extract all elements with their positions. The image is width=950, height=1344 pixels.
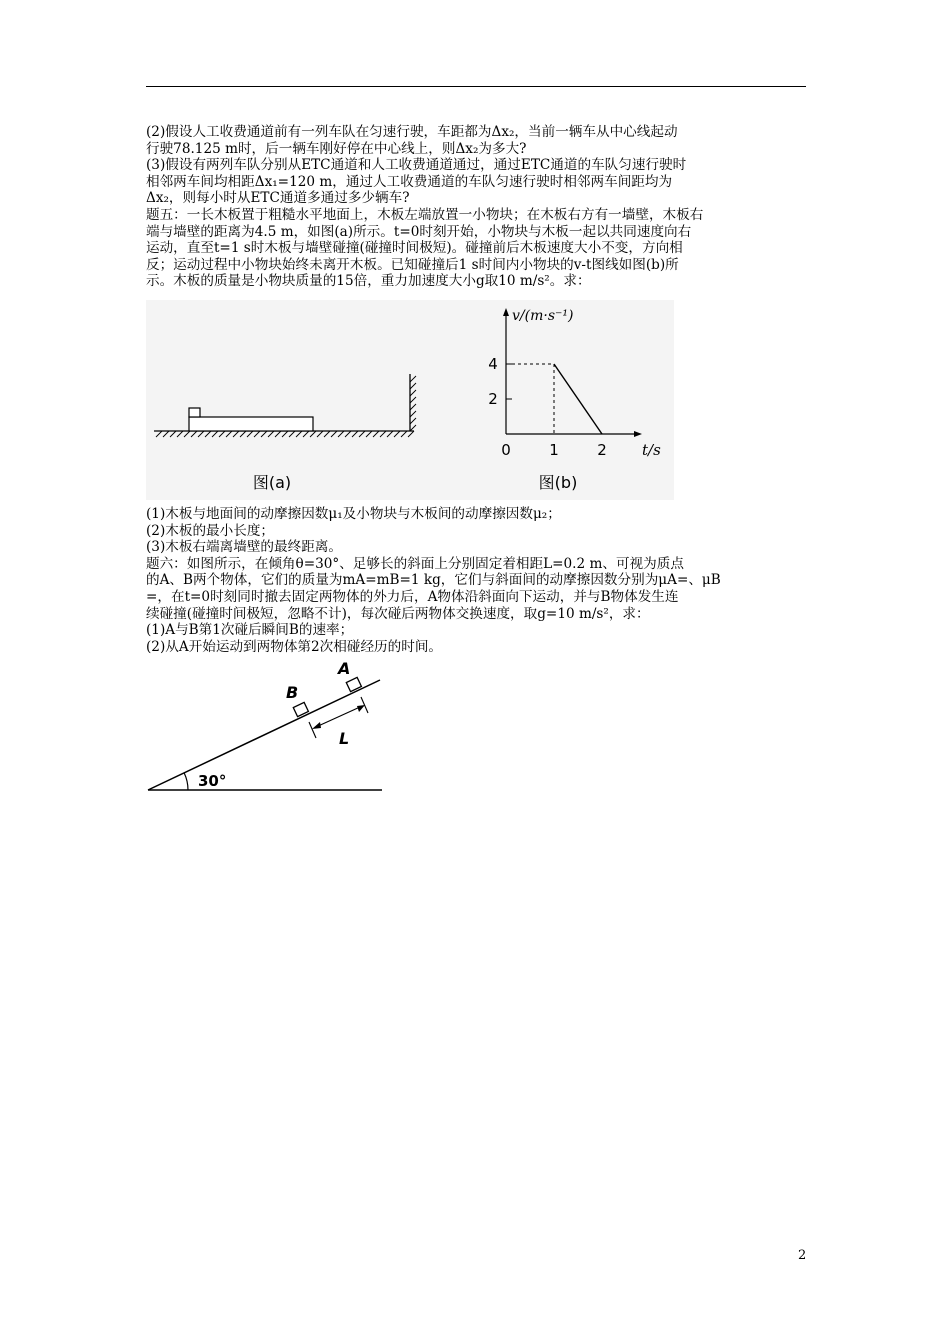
caption-a: 图(a) [252,473,292,492]
label-l: L [339,729,350,748]
label-a: A [338,659,351,678]
angle-label: 30° [198,772,227,790]
figure-a-svg [146,300,674,500]
text-line: (1)木板与地面间的动摩擦因数μ₁及小物块与木板间的动摩擦因数μ₂； [146,506,561,522]
problem-text-bottom [146,506,810,655]
x-tick-label: 2 [597,441,607,459]
text-line: 的A、B两个物体，它们的质量为mA=mB=1 kg，它们与斜面间的动摩擦因数分别为μA=、μB [146,572,721,589]
text-line: 行驶78.125 m时，后一辆车刚好停在中心线上，则Δx₂为多大? [146,140,527,157]
text-line: (1)A与B第1次碰后瞬间B的速率； [146,622,354,639]
dimension-tick-b [309,722,316,738]
x-tick-label: 0 [501,441,511,459]
text-line: 反；运动过程中小物块始终未离开木板。已知碰撞后1 s时间内小物块的v-t图线如图(b)所 [146,256,679,273]
text-line: Δx₂，则每小时从ETC通道多通过多少辆车? [146,190,410,207]
text-line: (2)假设人工收费通道前有一列车队在匀速行驶，车距都为Δx₂，当前一辆车从中心线起动 [146,124,678,140]
caption-b: 图(b) [538,473,578,492]
dimension-arrow-right [357,705,365,712]
y-axis-label: v/(m·s⁻¹) [512,308,574,324]
problem-text-top [146,124,810,290]
text-line: 相邻两车间均相距Δx₁=120 m，通过人工收费通道的车队匀速行驶时相邻两车间距均为 [146,173,673,190]
figure-board-and-vt-graph [146,300,674,500]
y-tick-label: 4 [488,355,498,373]
angle-arc [184,773,188,790]
small-block [189,408,200,417]
text-line: (3)木板右端离墙壁的最终距离。 [146,539,342,556]
long-board [189,417,313,431]
vt-graph [488,308,661,459]
text-line: 续碰撞(碰撞时间极短，忽略不计)，每次碰后两物体交换速度，取g=10 m/s²，求： [146,605,650,622]
text-line: 题六：如图所示，在倾角θ=30°、足够长的斜面上分别固定着相距L=0.2 m、可视为质点 [146,555,684,572]
x-axis-label: t/s [642,441,661,459]
wall-hatching [410,376,416,431]
text-line: 示。木板的质量是小物块质量的15倍，重力加速度大小g取10 m/s²。求： [146,273,591,290]
figure-incline [146,656,386,796]
text-line: (2)木板的最小长度； [146,522,275,539]
text-line: 运动，直至t=1 s时木板与墙壁碰撞(碰撞时间极短)。碰撞前后木板速度大小不变，方向相 [146,240,683,257]
incline-svg [146,656,386,796]
header-rule [146,86,806,87]
y-tick-label: 2 [488,390,498,408]
text-line: (3)假设有两列车队分别从ETC通道和人工收费通道通过，通过ETC通道的车队匀速行驶时 [146,157,687,174]
text-line: (2)从A开始运动到两物体第2次相碰经历的时间。 [146,638,443,655]
series-solid-segment [554,364,602,434]
x-tick-label: 1 [549,441,559,459]
x-axis-arrow [634,431,642,437]
ground-hatching [156,431,414,437]
label-b: B [286,683,299,702]
y-axis-arrow [503,308,509,316]
text-line: 题五：一长木板置于粗糙水平地面上，木板左端放置一小物块；在木板右方有一墙壁，木板右 [146,206,704,223]
dimension-tick-a [361,697,368,713]
page-number: 2 [798,1248,807,1263]
text-line: 端与墙壁的距离为4.5 m，如图(a)所示。t=0时刻开始，小物块与木板一起以共同速度向右 [146,223,692,240]
board-diagram [154,374,416,437]
dimension-line [316,707,360,727]
text-line: =，在t=0时刻同时撤去固定两物体的外力后，A物体沿斜面向下运动，并与B物体发生连 [146,588,679,605]
dimension-arrow-left [312,722,321,729]
